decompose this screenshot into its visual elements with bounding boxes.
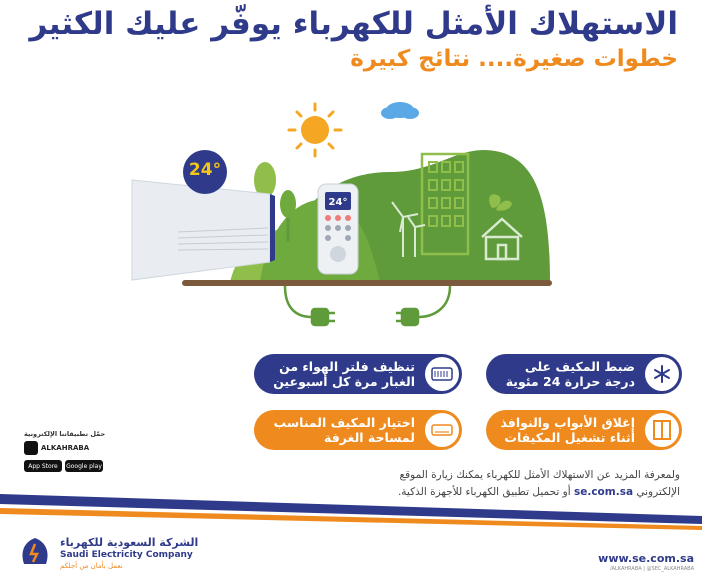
tip-text: اختيار المكيف المناسب لمساحة الغرفة: [273, 415, 415, 445]
sec-logo-icon: [16, 536, 54, 568]
company-name-ar: الشركة السعودية للكهرباء: [60, 536, 199, 549]
remote-temperature-readout: 24°: [328, 197, 348, 208]
energy-illustration: [120, 92, 560, 332]
footer-stripes: [0, 494, 702, 534]
website-link[interactable]: se.com.sa: [573, 486, 634, 498]
page-subtitle: خطوات صغيرة.... نتائج كبيرة: [350, 46, 678, 72]
app-icon[interactable]: [24, 441, 38, 455]
app-panel: [24, 441, 104, 475]
footer-website-link[interactable]: www.se.com.sa: [598, 552, 694, 565]
app-download-label: حمّل تطبيقاتنا الإلكترونية: [24, 430, 106, 438]
company-name-en: Saudi Electricity Company: [60, 550, 193, 560]
page-title: الاستهلاك الأمثل للكهرباء يوفّر عليك الكثير: [29, 6, 678, 42]
tip-doors-windows: [486, 410, 682, 450]
sun-icon: [289, 104, 341, 156]
ac-temperature-readout: 24°: [188, 160, 222, 180]
window-icon: [645, 413, 679, 447]
google-play-badge[interactable]: Google play: [65, 460, 103, 472]
tip-filter: [254, 354, 462, 394]
info-line-1: ولمعرفة المزيد عن الاستهلاك الأمثل للكهرباء يمكنك زيارة الموقع: [399, 469, 680, 481]
plug-icon: [285, 286, 450, 325]
info-line-2: الإلكتروني se.com.sa أو تحميل تطبيق الكهرباء للأجهزة الذكية.: [397, 486, 680, 498]
tip-ac-size: [254, 410, 462, 450]
ac-filter-icon: [425, 357, 459, 391]
footer-social-handles: /ALKAHRABA | @SEC_ALKAHRABA: [609, 566, 694, 572]
tip-text: إغلاق الأبواب والنوافذ أثناء تشغيل المكيفات: [500, 415, 635, 445]
ac-unit-icon: [425, 413, 459, 447]
cloud-icon: [381, 102, 419, 119]
tip-temperature: [486, 354, 682, 394]
snowflake-icon: [645, 357, 679, 391]
company-slogan: نعمل بأمان من أجلكم: [60, 562, 123, 570]
app-store-badge[interactable]: App Store: [24, 460, 62, 472]
app-name: ALKAHRABA: [41, 444, 90, 452]
tip-text: تنظيف فلتر الهواء من الغبار مرة كل أسبوعين: [273, 359, 415, 389]
tip-text: ضبط المكيف على درجة حرارة 24 مئوية: [505, 359, 635, 389]
